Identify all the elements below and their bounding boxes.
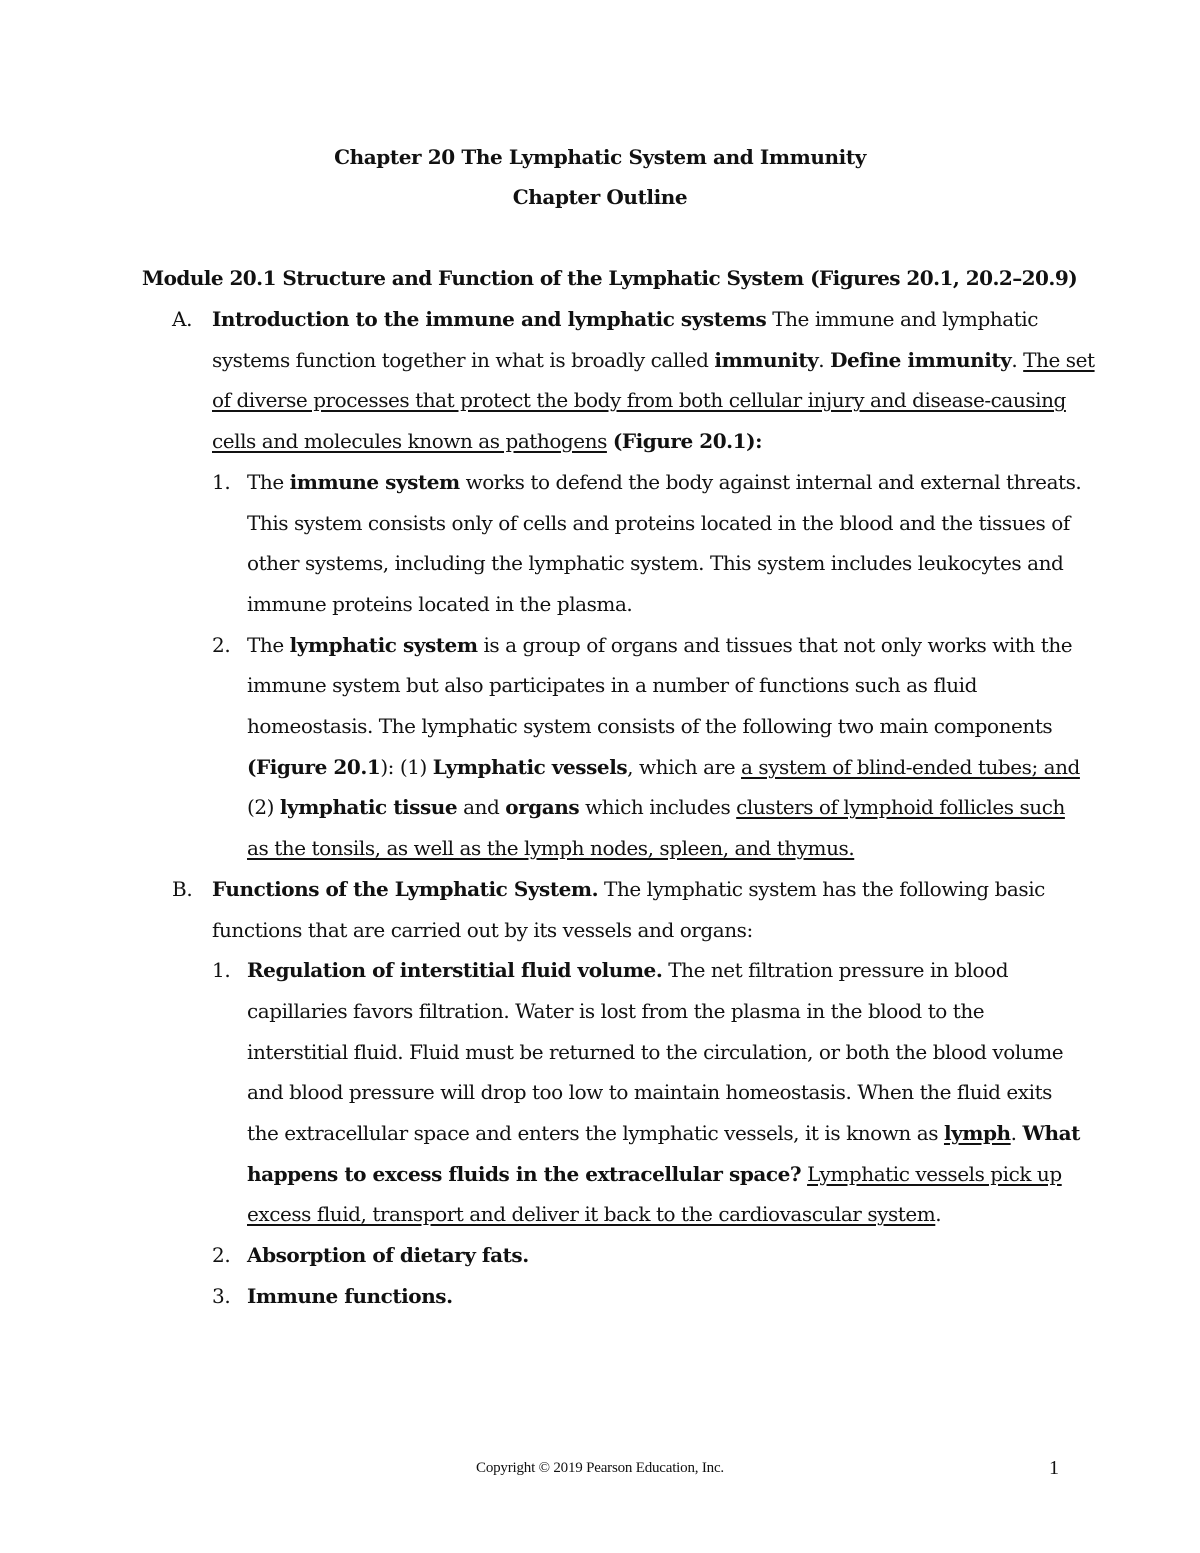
- text-run: works to defend the body against internal and external threats.: [459, 469, 1082, 494]
- section-a-item-line: [247, 592, 632, 616]
- section-a-item-line: [247, 633, 1072, 657]
- section-b-marker: B.: [172, 876, 193, 901]
- section-b-item-line: [247, 1040, 1063, 1064]
- section-a-item-line: [247, 714, 1052, 738]
- section-b-item-line: [247, 1080, 1052, 1104]
- section-a-item-line: [247, 551, 1063, 575]
- chapter-subtitle: Chapter Outline: [512, 185, 688, 209]
- section-a-item-line: [247, 470, 1081, 494]
- bold-term: lymphatic tissue: [279, 795, 458, 820]
- chapter-title: Chapter 20 The Lymphatic System and Immunity: [334, 145, 866, 169]
- text-run: the extracellular space and enters the lymphatic vessels, it is known as: [247, 1121, 944, 1145]
- text-run: and: [457, 795, 506, 820]
- text-run: functions that are carried out by its vessels and organs:: [212, 917, 753, 942]
- text-run: , which are: [627, 754, 742, 779]
- section-b-item-marker: 3.: [212, 1283, 231, 1308]
- text-run: This system consists only of cells and proteins located in the blood and the tissues of: [247, 510, 1070, 535]
- section-b-item-marker: 1.: [212, 958, 231, 983]
- text-run: .: [1010, 1121, 1023, 1145]
- section-a-item-line: [247, 673, 977, 697]
- bold-term: immunity: [714, 347, 819, 372]
- bold-term: What: [1022, 1121, 1080, 1145]
- bold-term: (Figure 20.1):: [612, 429, 763, 454]
- section-a-item-line: [247, 836, 854, 860]
- section-b-item-line: [247, 958, 1008, 982]
- module-heading: Module 20.1 Structure and Function of the Lymphatic System (Figures 20.1, 20.2–20.9): [142, 266, 1078, 290]
- underlined-answer-text: lymph: [943, 1121, 1011, 1145]
- section-a-item-line: [247, 511, 1070, 535]
- section-b-item-line: [247, 1121, 1080, 1145]
- bold-term: Define immunity: [830, 347, 1012, 372]
- section-b-item-line: [247, 1162, 1062, 1186]
- text-run: The: [247, 632, 290, 657]
- section-a-line: [212, 429, 762, 453]
- section-b-item-line: [247, 999, 984, 1023]
- bold-term: Functions of the Lymphatic System.: [212, 876, 599, 901]
- text-run: homeostasis. The lymphatic system consists of the following two main components: [247, 714, 1053, 738]
- section-a-item-line: [247, 755, 1080, 779]
- text-run: .: [818, 347, 831, 372]
- underlined-answer-text: as the tonsils, as well as the lymph nodes, spleen, and thymus.: [247, 836, 855, 861]
- text-run: The: [247, 469, 290, 494]
- bold-term: organs: [505, 795, 580, 820]
- section-b-item-line: [247, 1243, 529, 1267]
- underlined-answer-text: clusters of lymphoid follicles such: [736, 795, 1065, 820]
- bold-term: (Figure 20.1: [247, 754, 381, 779]
- bold-term: Introduction to the immune and lymphatic systems: [212, 307, 767, 331]
- text-run: ): (1): [380, 754, 433, 779]
- bold-term: happens to excess fluids in the extracellular space?: [247, 1161, 802, 1186]
- page-number: 1: [1049, 1457, 1059, 1479]
- section-a-item-line: [247, 795, 1065, 819]
- text-run: The immune and lymphatic: [766, 307, 1038, 331]
- section-a-item-marker: 1.: [212, 469, 231, 494]
- footer-copyright: Copyright © 2019 Pearson Education, Inc.: [476, 1460, 724, 1476]
- section-b-line: [212, 918, 753, 942]
- text-run: The net filtration pressure in blood: [662, 958, 1009, 983]
- bold-term: Absorption of dietary fats.: [247, 1243, 529, 1268]
- text-run: and blood pressure will drop too low to maintain homeostasis. When the fluid exits: [247, 1080, 1052, 1105]
- section-b-item-line: [247, 1284, 453, 1308]
- underlined-answer-text: excess fluid, transport and deliver it back to the cardiovascular system: [247, 1202, 936, 1227]
- underlined-answer-text: a system of blind-ended tubes; and: [741, 754, 1080, 779]
- text-run: is a group of organs and tissues that not only works with the: [477, 632, 1073, 657]
- section-b-item-line: [247, 1202, 941, 1226]
- section-a-marker: A.: [172, 307, 193, 331]
- bold-term: Regulation of interstitial fluid volume.: [247, 958, 663, 983]
- underlined-answer-text: The set: [1023, 347, 1095, 372]
- text-run: The lymphatic system has the following basic: [598, 876, 1045, 901]
- section-a-line: [212, 348, 1095, 372]
- text-run: capillaries favors filtration. Water is lost from the plasma in the blood to the: [247, 998, 985, 1023]
- section-a-item-marker: 2.: [212, 632, 231, 657]
- bold-term: lymphatic system: [289, 632, 478, 657]
- text-run: other systems, including the lymphatic system. This system includes leukocytes and: [247, 551, 1064, 576]
- text-run: immune proteins located in the plasma.: [247, 591, 633, 616]
- section-b-line: [212, 877, 1045, 901]
- text-run: .: [1011, 347, 1024, 372]
- text-run: .: [935, 1202, 942, 1227]
- text-run: which includes: [579, 795, 737, 820]
- text-run: systems function together in what is broadly called: [212, 347, 715, 372]
- underlined-answer-text: of diverse processes that protect the body from both cellular injury and disease-causing: [212, 388, 1066, 413]
- section-a-line: [212, 307, 1038, 331]
- bold-term: immune system: [289, 469, 460, 494]
- section-b-item-marker: 2.: [212, 1243, 231, 1268]
- bold-term: Lymphatic vessels: [432, 754, 628, 779]
- text-run: (2): [247, 795, 280, 820]
- text-run: immune system but also participates in a number of functions such as fluid: [247, 673, 977, 698]
- text-run: interstitial fluid. Fluid must be returned to the circulation, or both the blood volume: [247, 1039, 1064, 1064]
- underlined-answer-text: Lymphatic vessels pick up: [807, 1161, 1062, 1186]
- underlined-answer-text: cells and molecules known as pathogens: [212, 429, 607, 454]
- section-a-line: [212, 388, 1066, 412]
- bold-term: Immune functions.: [247, 1283, 453, 1308]
